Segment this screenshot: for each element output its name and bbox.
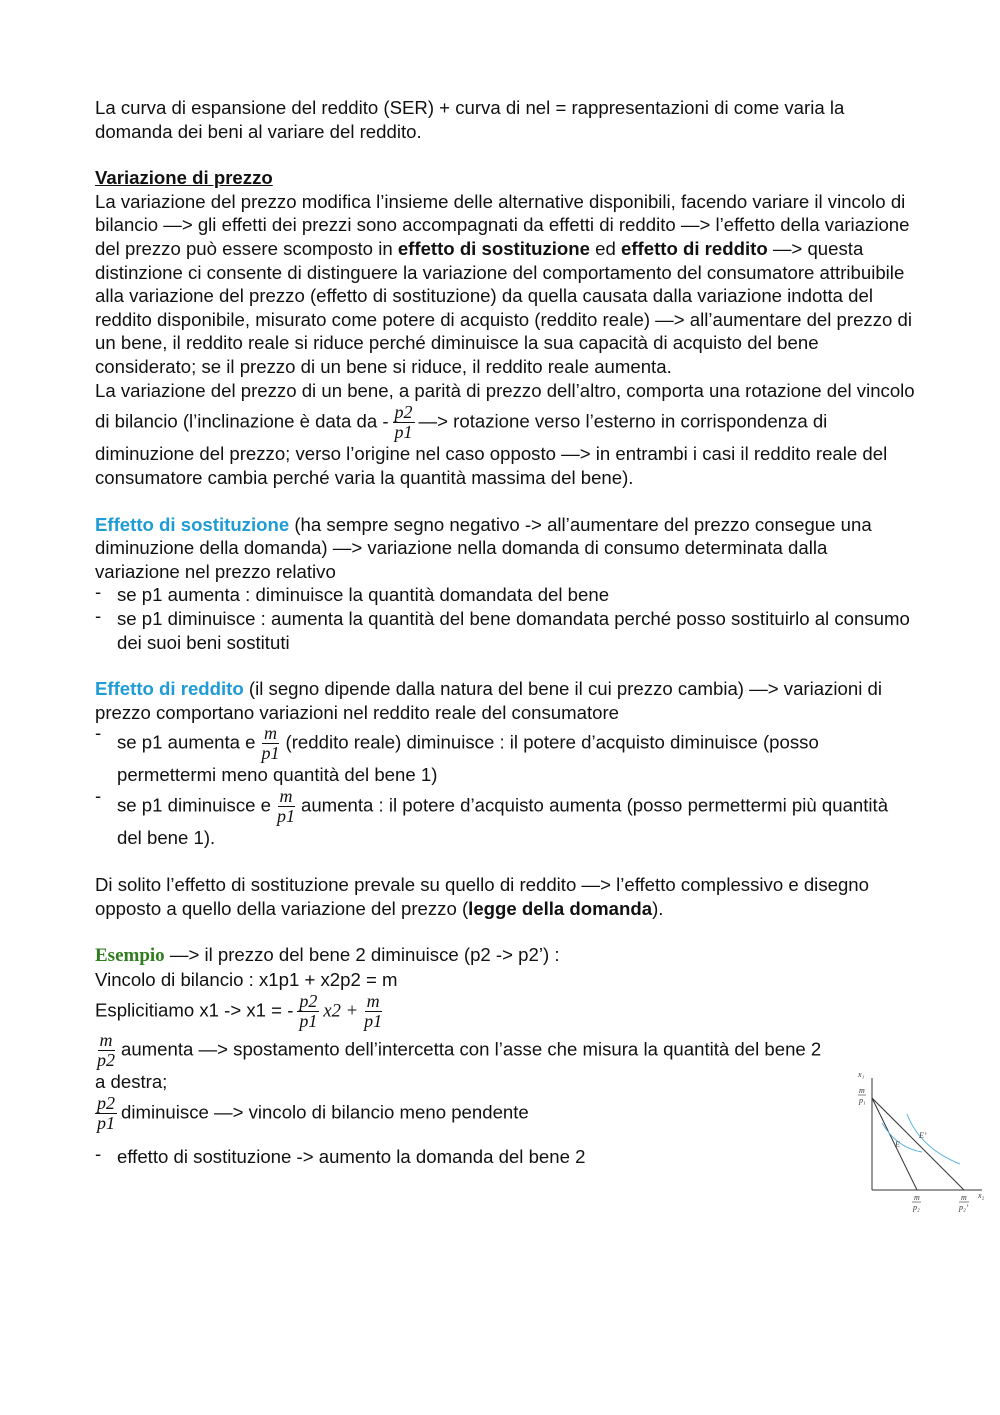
intercept-fraction: $\frac{m}{p1}$ (364, 990, 383, 1031)
document-page (95, 96, 915, 1168)
list-item: - se p1 aumenta : diminuisce la quantità domandata del bene (95, 581, 610, 606)
intercept-label-p2-prime: p₂’ (959, 1203, 969, 1212)
law-of-demand-paragraph: Di solito l’effetto di sostituzione prevale su quello di reddito —> l’effetto complessivo e disegno opposto a quello della variazione del prezzo (legge della domanda). (95, 874, 869, 919)
example-list (95, 1142, 835, 1169)
list-item: - se p1 aumenta e $\frac{m}{p1}$ (reddito reale) diminuisce : il potere d’acquisto diminuisce (posso permettermi meno quantità del bene 1) (95, 722, 819, 786)
list-item: - effetto di sostituzione -> aumento la domanda del bene 2 (95, 1142, 586, 1167)
budget-constraint-line: Vincolo di bilancio : x1p1 + x2p2 = m (95, 969, 398, 991)
intercept-label-m: m (961, 1193, 967, 1202)
price-variation-paragraph: La variazione del prezzo modifica l’insieme delle alternative disponibili, facendo variare il vincolo di bilancio —> gli effetti dei prezzi sono accompagnati da effetti di reddito —> l’effetto della variazione del prezzo può essere scomposto in effetto di sostituzione ed effetto di reddito —> questa distinzione ci consente di distinguere la variazione del comportamento del consumatore attribuibile alla variazione del prezzo (effetto di sostituzione) da quella causata dalla variazione indotta del reddito disponibile, misurato come potere di acquisto (reddito reale) —> all’aumentare del prezzo di un bene, il reddito reale si riduce perché diminuisce la sua capacità di acquisto del bene considerato; se il prezzo di un bene si riduce, il reddito reale aumenta. (95, 190, 913, 377)
intro-paragraph: La curva di espansione del reddito (SER) + curva di nel = rappresentazioni di come varia la domanda dei beni al variare del reddito. (95, 97, 845, 142)
list-item: - se p1 diminuisce e $\frac{m}{p1}$ aumenta : il potere d’acquisto aumenta (posso permettermi più quantità del bene 1). (95, 785, 889, 849)
indifference-curve (907, 1114, 960, 1164)
intercept-label-p2: p₂ (913, 1203, 920, 1212)
section-heading-price-variation: Variazione di prezzo (95, 167, 273, 189)
intercept-label-p1: p₁ (859, 1096, 866, 1105)
point-label-E: E (895, 1140, 900, 1149)
slope-fraction: $\frac{p2}{p1}$ (299, 990, 318, 1031)
explicit-equation-line: Esplicitiamo x1 -> x1 = - $\frac{p2}{p1}$ x2 + $\frac{m}{p1}$ (95, 990, 383, 1031)
intercept-fraction: $\frac{m}{p2}$ (97, 1029, 115, 1070)
example-block (95, 943, 835, 1168)
intercept-label-m: m (914, 1193, 920, 1202)
budget-line-rotated (872, 1098, 964, 1190)
slope-fraction: $\frac{p2}{p1}$ (97, 1092, 115, 1133)
substitution-effect-paragraph: Effetto di sostituzione (ha sempre segno negativo -> all’aumentare del prezzo consegue una diminuzione della domanda) —> variazione nella domanda di consumo determinata dalla variazione nel prezzo relativo (95, 513, 872, 582)
income-effect-paragraph: Effetto di reddito (il segno dipende dalla natura del bene il cui prezzo cambia) —> variazioni di prezzo comportano variazioni nel reddito reale del consumatore (95, 678, 882, 723)
axis-label-x2: x₂ (978, 1191, 985, 1200)
budget-constraint-diagram (852, 1068, 992, 1218)
slope-line: $\frac{p2}{p1}$ diminuisce —> vincolo di bilancio meno pendente (97, 1092, 529, 1133)
real-income-fraction: $\frac{m}{p1}$ (277, 786, 295, 827)
intercept-label-m: m (859, 1086, 865, 1095)
list-item: - se p1 diminuisce : aumenta la quantità del bene domandata perché posso sostituirlo al consumo dei suoi beni sostituti (95, 604, 910, 653)
rotation-paragraph: La variazione del prezzo di un bene, a parità di prezzo dell’altro, comporta una rotazione del vincolo di bilancio (l’inclinazione è data da - $\frac{p2}{p1}$ —> rotazione verso l’esterno in corrispondenza di diminuzione del prezzo; verso l’origine nel caso opposto —> in entrambi i casi il reddito reale del consumatore cambia perché varia la quantità massima del bene). (95, 379, 915, 488)
income-effect-list (95, 724, 915, 850)
substitution-effect-list (95, 583, 915, 654)
axis-label-x1: x₁ (858, 1070, 865, 1079)
real-income-fraction: $\frac{m}{p1}$ (261, 723, 280, 764)
slope-fraction: $\frac{p2}{p1}$ (394, 401, 413, 442)
point-label-E-prime: E’ (919, 1131, 927, 1140)
intercept-line: $\frac{m}{p2}$ aumenta —> spostamento dell’intercetta con l’asse che misura la quantità del bene 2 a destra; (95, 1029, 822, 1092)
example-title: Esempio —> il prezzo del bene 2 diminuisce (p2 -> p2’) : (95, 944, 560, 967)
